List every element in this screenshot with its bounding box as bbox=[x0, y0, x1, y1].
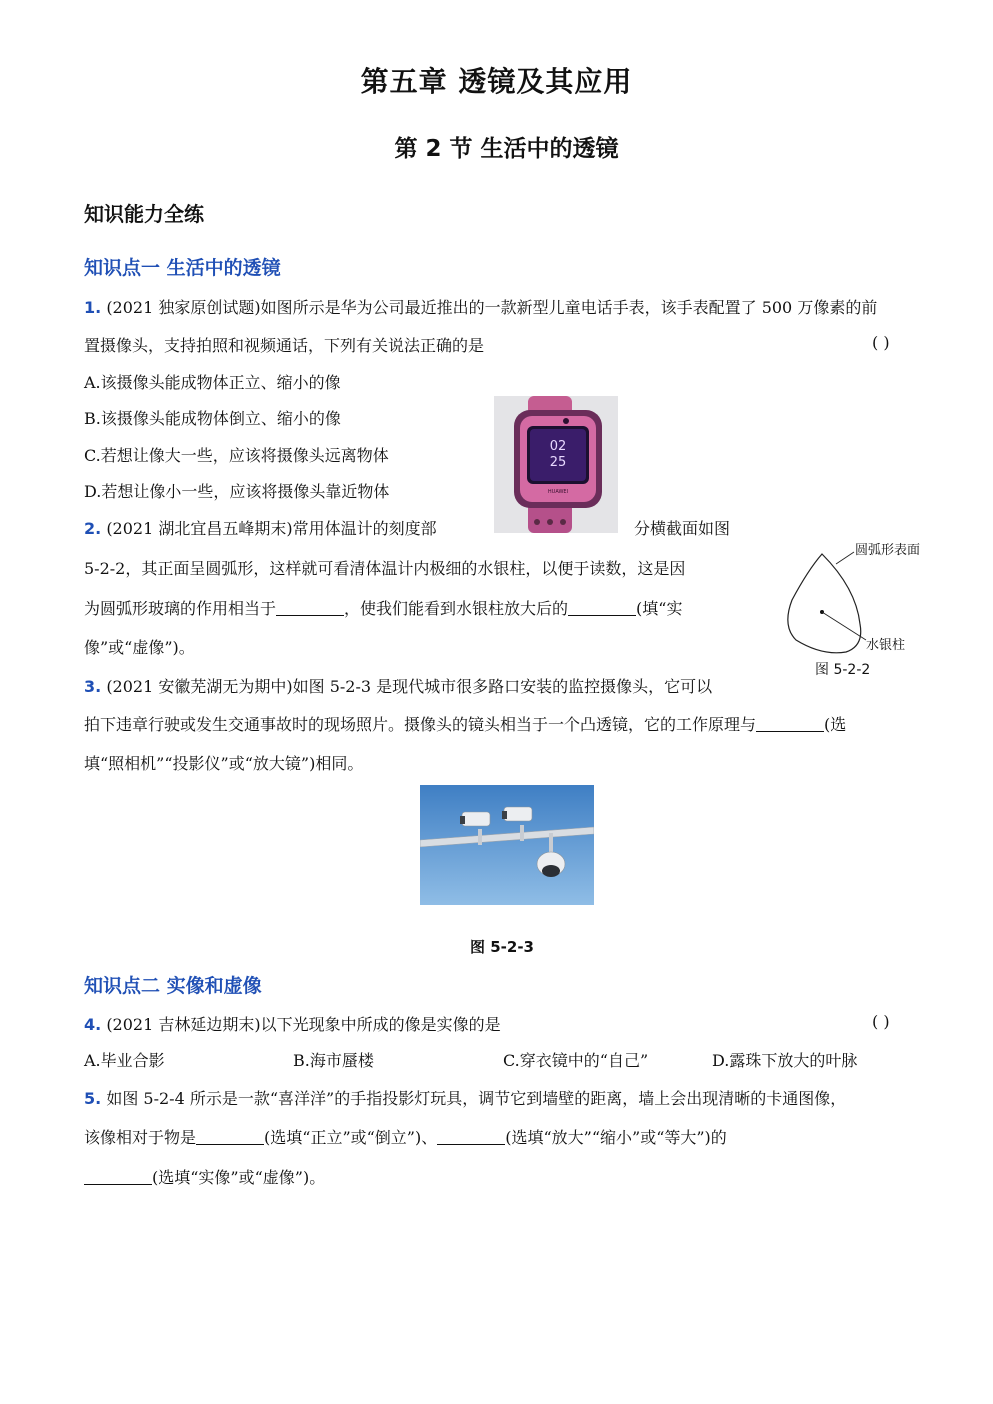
q3-text-2b: (选 bbox=[824, 715, 847, 734]
figure-5-2-3-photo bbox=[420, 785, 594, 905]
surveillance-cameras-illustration bbox=[420, 785, 594, 905]
q4-number: 4. bbox=[84, 1015, 102, 1034]
q2-number: 2. bbox=[84, 519, 102, 538]
q5-number: 5. bbox=[84, 1089, 102, 1108]
q4-option-d: D.露珠下放大的叶脉 bbox=[712, 1051, 858, 1070]
q2-line-3 bbox=[84, 596, 682, 619]
watch-time-top: 02 bbox=[549, 439, 567, 454]
q2-blank-1[interactable] bbox=[276, 599, 344, 616]
knowledge-point-1: 知识点一 生活中的透镜 bbox=[84, 257, 281, 279]
q1-line-1 bbox=[84, 295, 877, 318]
q5-blank-1[interactable] bbox=[196, 1128, 264, 1145]
section-title: 第 2 节 生活中的透镜 bbox=[394, 136, 619, 162]
q2-line-1a bbox=[84, 516, 437, 539]
q3-number: 3. bbox=[84, 677, 102, 696]
label-arc-surface: 圆弧形表面 bbox=[855, 543, 921, 558]
q5-line-3 bbox=[84, 1165, 325, 1188]
q1-answer-paren[interactable]: ( ) bbox=[872, 333, 890, 352]
watch-brand: HUAWEI bbox=[547, 489, 569, 495]
q1-line-2: 置摄像头，支持拍照和视频通话，下列有关说法正确的是 bbox=[84, 336, 485, 355]
q5-blank-3[interactable] bbox=[84, 1168, 152, 1185]
q3-text-1: (2021 安徽芜湖无为期中)如图 5-2-3 是现代城市很多路口安装的监控摄像头，它可以 bbox=[106, 677, 713, 696]
watch-photo bbox=[494, 396, 618, 533]
q1-text-1: (2021 独家原创试题)如图所示是华为公司最近推出的一款新型儿童电话手表，该手表配置了 500 万像素的前 bbox=[106, 298, 878, 317]
q4-line-1 bbox=[84, 1012, 501, 1035]
figure-5-2-2-caption: 图 5-2-2 bbox=[815, 662, 871, 678]
q2-text-1a: (2021 湖北宜昌五峰期末)常用体温计的刻度部 bbox=[106, 519, 437, 538]
q5-text-1: 如图 5-2-4 所示是一款“喜洋洋”的手指投影灯玩具，调节它到墙壁的距离，墙上会出现清晰的卡通图像， bbox=[106, 1089, 847, 1108]
figure-5-2-2 bbox=[778, 540, 928, 685]
q4-option-c: C.穿衣镜中的“自己” bbox=[503, 1051, 649, 1070]
q2-blank-2[interactable] bbox=[568, 599, 636, 616]
q4-answer-paren[interactable]: ( ) bbox=[872, 1012, 890, 1031]
q1-number: 1. bbox=[84, 298, 102, 317]
q5-text-2a: 该像相对于物是 bbox=[84, 1128, 197, 1147]
q4-text-1: (2021 吉林延边期末)以下光现象中所成的像是实像的是 bbox=[106, 1015, 501, 1034]
q4-option-a: A.毕业合影 bbox=[84, 1051, 165, 1070]
watch-time-bottom: 25 bbox=[549, 455, 567, 470]
q2-text-3a: 为圆弧形玻璃的作用相当于 bbox=[84, 599, 277, 618]
q1-option-a: A.该摄像头能成物体正立、缩小的像 bbox=[84, 373, 341, 392]
figure-5-2-3-caption: 图 5-2-3 bbox=[470, 938, 534, 956]
watch-illustration bbox=[494, 396, 618, 533]
q5-line-2 bbox=[84, 1125, 727, 1148]
q2-text-3c: (填“实 bbox=[636, 599, 683, 618]
thermometer-cross-section bbox=[778, 540, 928, 685]
q3-blank[interactable] bbox=[756, 715, 824, 732]
q5-blank-2[interactable] bbox=[437, 1128, 505, 1145]
q2-text-3b: ，使我们能看到水银柱放大后的 bbox=[344, 599, 569, 618]
q5-text-3: (选填“实像”或“虚像”)。 bbox=[152, 1168, 326, 1187]
q1-option-c: C.若想让像大一些，应该将摄像头远离物体 bbox=[84, 446, 389, 465]
q5-text-2c: (选填“放大”“缩小”或“等大”)的 bbox=[505, 1128, 727, 1147]
section-heading: 知识能力全练 bbox=[84, 202, 204, 226]
q5-text-2b: (选填“正立”或“倒立”)、 bbox=[264, 1128, 438, 1147]
q3-line-3: 填“照相机”“投影仪”或“放大镜”)相同。 bbox=[84, 754, 364, 773]
q1-option-b: B.该摄像头能成物体倒立、缩小的像 bbox=[84, 409, 341, 428]
chapter-title: 第五章 透镜及其应用 bbox=[360, 65, 633, 98]
q3-line-2 bbox=[84, 712, 846, 735]
q1-option-d: D.若想让像小一些，应该将摄像头靠近物体 bbox=[84, 482, 390, 501]
q3-line-1 bbox=[84, 674, 712, 697]
q2-line-4: 像”或“虚像”)。 bbox=[84, 638, 195, 657]
knowledge-point-2: 知识点二 实像和虚像 bbox=[84, 975, 262, 997]
label-mercury: 水银柱 bbox=[866, 638, 906, 653]
q3-text-2a: 拍下违章行驶或发生交通事故时的现场照片。摄像头的镜头相当于一个凸透镜，它的工作原理与 bbox=[84, 715, 757, 734]
q2-line-1b: 分横截面如图 bbox=[634, 519, 731, 538]
q5-line-1 bbox=[84, 1086, 846, 1109]
q2-line-2: 5-2-2，其正面呈圆弧形，这样就可看清体温计内极细的水银柱，以便于读数，这是因 bbox=[84, 559, 686, 578]
q4-option-b: B.海市蜃楼 bbox=[293, 1051, 374, 1070]
